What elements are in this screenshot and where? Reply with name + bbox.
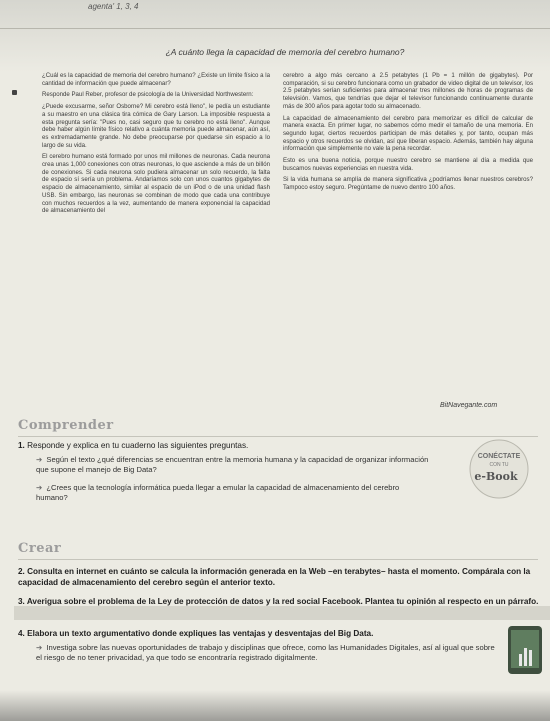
tablet-bar: [524, 648, 527, 666]
task-detail-text: Investiga sobre las nuevas oportunidades de trabajo y disciplinas que ofrece, como las Humanidades Digitales, así al igual que sobre el riesgo de no tener privacidad, ya que todo se encontraría registrado digitalmente.: [36, 643, 495, 662]
badge-bottom-text: e-Book: [474, 470, 518, 483]
task-1: [18, 440, 248, 451]
task-number: 2.: [18, 567, 25, 576]
section-heading-crear: Crear: [18, 541, 62, 556]
article-paragraph: Responde Paul Reber, profesor de psicología de la Universidad Northwestern:: [42, 91, 254, 99]
arrow-icon: ➔: [36, 483, 43, 492]
task-1-question-a: [36, 455, 436, 475]
task-4-detail: [36, 643, 498, 663]
question-text: Según el texto ¿qué diferencias se encuentran entre la memoria humana y la capacidad de organizar información que supone el manejo de Big Data?: [36, 455, 429, 474]
task-text: Averigua sobre el problema de la Ley de protección de datos y la red social Facebook. Plantea tu opinión al respecto en un párrafo.: [26, 597, 539, 606]
article-paragraph: Esto es una buena noticia, porque nuestro cerebro se mantiene al día a medida que buscamos nuevas experiencias en nuestra vida.: [283, 157, 533, 172]
highlight-band: [14, 606, 550, 620]
task-number: 4.: [18, 629, 25, 638]
article-paragraph: Si la vida humana se amplía de manera significativa ¿podríamos llenar nuestros cerebros? Tampoco estoy seguro. Pregúntame de nuevo dentro 100 años.: [283, 176, 533, 192]
page-edge-shadow: [0, 690, 550, 721]
task-text: Elabora un texto argumentativo donde expliques las ventajas y desventajas del Big Data.: [27, 629, 374, 638]
section-heading-comprender: Comprender: [18, 418, 114, 433]
task-number: 3.: [18, 597, 25, 606]
tablet-chart-icon: [508, 626, 542, 674]
article-paragraph: El cerebro humano está formado por unos mil millones de neuronas. Cada neurona crea unas 1,000 conexiones con otras neuronas, lo que asciende a más de un billón de conexiones. Si cada neurona solo pudiera almacenar un solo recuerdo, la falta de espacio sí sería un problema. Andaríamos solo con unos cuantos gigabytes de espacio de almacenamiento, similar al espacio de un iPod o de una unidad flash USB. Sin embargo, las neuronas se combinan de modo que cada una contribuye con muchos recuerdos a la vez, aumentando de manera exponencial la capacidad de almacenamiento del: [42, 153, 270, 215]
task-3: [18, 596, 546, 607]
article-column-left: [42, 72, 270, 219]
header-divider: [0, 28, 550, 29]
badge-mid-text: CON TU: [489, 462, 509, 468]
article-paragraph: ¿Puede excusarme, señor Osborne? Mi cerebro está lleno", le pedía un estudiante a su maestro en una clásica tira cómica de Gary Larson. La imposible respuesta a esta pregunta sería: "Pues no, casi seguro que tu cerebro no está lleno". Aunque debe haber algún límite físico relativo a cuánta memoria puede almacenar, aún así, es extremadamente grande. No debe preocuparse por quedarse sin espacio a lo largo de su vida.: [42, 103, 270, 149]
task-1-question-b: [36, 483, 416, 503]
bullet-icon: [12, 90, 17, 95]
section-divider: [18, 436, 538, 437]
article-paragraph: ¿Cuál es la capacidad de memoria del cerebro humano? ¿Existe un límite físico a la cantidad de información que puede almacenar?: [42, 72, 270, 87]
article-paragraph: cerebro a algo más cercano a 2.5 petabytes (1 Pb = 1 millón de gigabytes). Por comparación, si su cerebro funcionara como un grabador de video digital de un televisor, los 2.5 petabytes serían suficientes para almacenar tres millones de horas de programas de televisión. Vamos, que tendrías que dejar el televisor funcionando continuamente durante más de 300 años para agotar todo su almacenado.: [283, 72, 533, 110]
tablet-bar: [529, 650, 532, 666]
section-divider: [18, 559, 538, 560]
article-column-right: [283, 72, 533, 196]
task-2: [18, 566, 546, 588]
page-header-note: agenta' 1, 3, 4: [88, 2, 139, 11]
task-4: [18, 628, 498, 639]
task-text: Consulta en internet en cuánto se calcula la información generada en la Web –en terabytes– hasta el momento. Compárala con la capacidad de almacenamiento del cerebro según el anterior texto.: [18, 567, 531, 587]
article-title: ¿A cuánto llega la capacidad de memoria del cerebro humano?: [165, 47, 405, 57]
badge-top-text: CONÉCTATE: [477, 453, 521, 460]
task-text: Responde y explica en tu cuaderno las siguientes preguntas.: [27, 441, 249, 450]
task-number: 1.: [18, 441, 25, 450]
arrow-icon: ➔: [36, 643, 43, 652]
question-text: ¿Crees que la tecnología informática pueda llegar a emular la capacidad de almacenamiento del cerebro humano?: [36, 483, 400, 502]
article-source: BitNavegante.com: [440, 402, 498, 409]
arrow-icon: ➔: [36, 455, 43, 464]
article-paragraph: La capacidad de almacenamiento del cerebro para memorizar es difícil de calcular de manera exacta. En primer lugar, no sabemos cómo medir el tamaño de una memoria. En segundo lugar, ciertos recuerdos participan de más detalles y, por tanto, ocupan más espacio y otros recuerdos se olvidan, así que liberan espacio. Además, también hay alguna información que simplemente no vale la pena recordar.: [283, 114, 533, 153]
tablet-bar: [519, 654, 522, 666]
ebook-badge-icon[interactable]: [463, 438, 535, 500]
tablet-screen: [511, 630, 539, 668]
